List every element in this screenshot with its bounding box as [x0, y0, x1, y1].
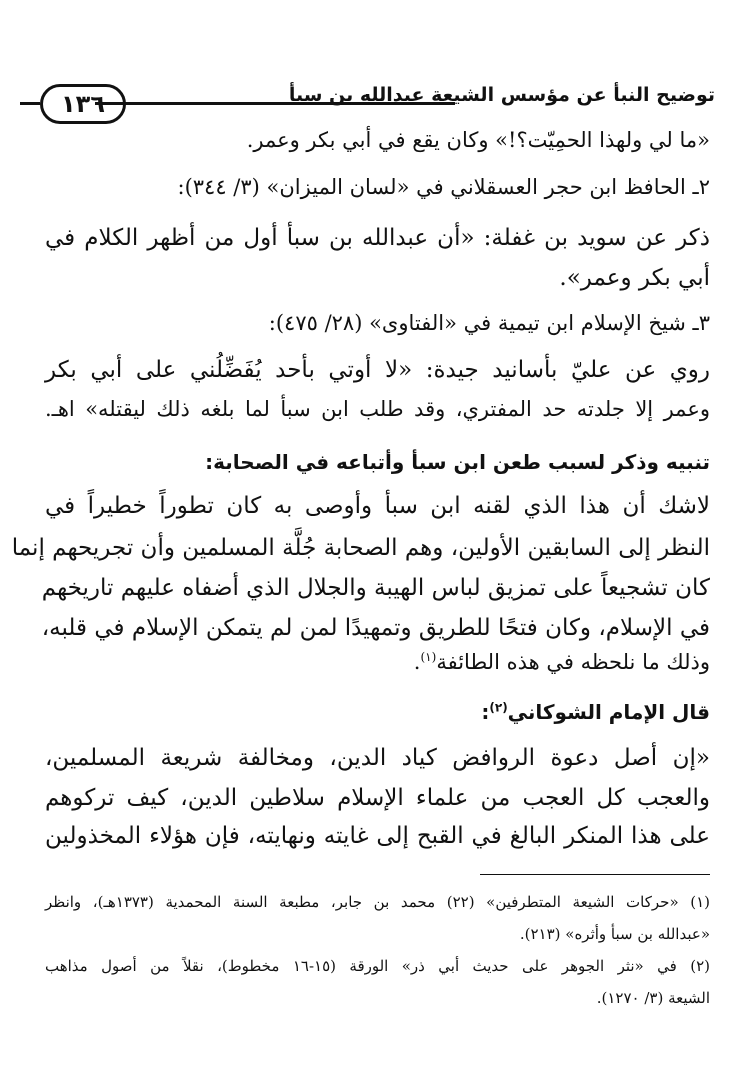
shawkani-heading — [45, 700, 710, 724]
body-line-6: روي عن عليّ بأسانيد جيدة: «لا أوتي بأحد يُفَضِّلُني على أبي بكر — [45, 357, 710, 383]
body-line-1: «ما لي ولهذا الحمِيّت؟!» وكان يقع في أبي بكر وعمر. — [246, 128, 710, 152]
body-line-9: لاشك أن هذا الذي لقنه ابن سبأ وأوصى به كان تطوراً خطيراً في — [45, 493, 710, 519]
body-line-16: والعجب كل العجب من علماء الإسلام سلاطين الدين، كيف تركوهم — [45, 785, 710, 811]
footnote-1-line-1: (١) «حركات الشيعة المتطرفين» (٢٢) محمد بن جابر، مطبعة السنة المحمدية (١٣٧٣هـ)، وانظر — [45, 893, 710, 911]
footnote-1-line-2: «عبدالله بن سبأ وأثره» (٢١٣). — [519, 925, 710, 943]
footnote-separator — [480, 874, 710, 875]
shawkani-heading-text: قال الإمام الشوكاني — [507, 700, 710, 724]
body-line-17: على هذا المنكر البالغ في القبح إلى غايته ونهايته، فإن هؤلاء المخذولين — [45, 823, 710, 849]
page-number: ١٣٦ — [40, 84, 126, 124]
footnote-2-line-2: الشيعة (٣/ ١٢٧٠). — [596, 989, 710, 1007]
body-line-7: وعمر إلا جلدته حد المفتري، وقد طلب ابن سبأ لما بلغه ذلك ليقتله» اهـ. — [45, 397, 710, 421]
body-line-10: النظر إلى السابقين الأولين، وهم الصحابة جُلَّة المسلمين وأن تجريحهم إنما — [11, 535, 710, 561]
body-line-5: ٣ـ شيخ الإسلام ابن تيمية في «الفتاوى» (٢٨/ ٤٧٥): — [268, 311, 710, 335]
footnote-marker-2: (٢) — [489, 700, 508, 715]
footnote-marker-1: (١) — [420, 650, 437, 664]
header-rule-left — [20, 102, 40, 105]
body-line-12: في الإسلام، وكان فتحًا للطريق وتمهيدًا لمن لم يتمكن الإسلام في قلبه، — [41, 615, 710, 641]
body-line-4: أبي بكر وعمر». — [559, 265, 710, 291]
running-title: توضيح النبأ عن مؤسس الشيعة عبدالله بن سبأ — [288, 84, 715, 106]
body-line-13-text: وذلك ما نلحظه في هذه الطائفة — [436, 650, 710, 674]
body-line-11: كان تشجيعاً على تمزيق لباس الهيبة والجلال الذي أضفاه عليهم تاريخهم — [41, 575, 710, 601]
shawkani-heading-colon: : — [481, 700, 490, 724]
body-line-3: ذكر عن سويد بن غفلة: «أن عبدالله بن سبأ أول من أظهر الكلام في — [45, 225, 710, 251]
body-line-2: ٢ـ الحافظ ابن حجر العسقلاني في «لسان الميزان» (٣/ ٣٤٤): — [177, 175, 710, 199]
body-line-15: «إن أصل دعوة الروافض كياد الدين، ومخالفة شريعة المسلمين، — [45, 745, 710, 771]
body-line-13: وذلك ما نلحظه في هذه الطائفة$^{(١)}$. — [413, 650, 710, 674]
footnote-2-line-1: (٢) في «نثر الجوهر على حديث أبي ذر» الورقة (١٥-١٦ مخطوط)، نقلاً من أصول مذاهب — [45, 957, 710, 975]
section-heading: تنبيه وذكر لسبب طعن ابن سبأ وأتباعه في الصحابة: — [205, 450, 710, 474]
